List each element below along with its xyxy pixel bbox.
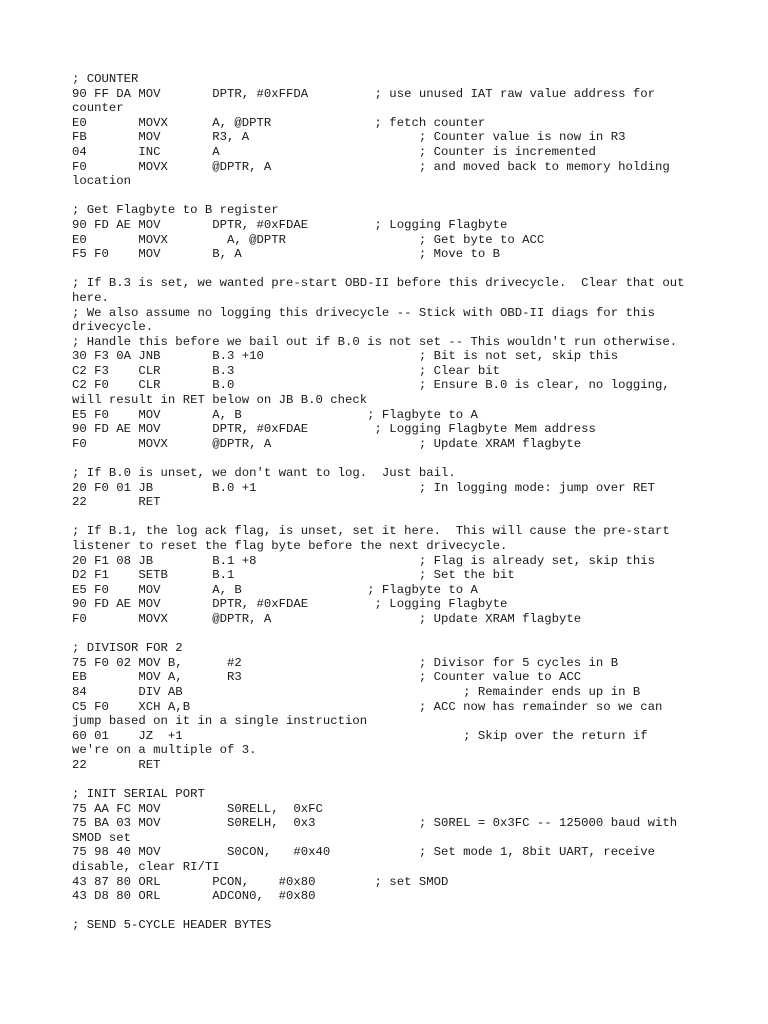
code-line: 75 F0 02 MOV B, #2 ; Divisor for 5 cycles in B bbox=[72, 655, 619, 670]
code-line: 20 F1 08 JB B.1 +8 ; Flag is already set, skip this bbox=[72, 553, 655, 568]
code-line: C2 F3 CLR B.3 ; Clear bit bbox=[72, 363, 501, 378]
code-line: 75 BA 03 MOV S0RELH, 0x3 ; S0REL = 0x3FC -- 125000 baud with bbox=[72, 816, 678, 831]
code-line: will result in RET below on JB B.0 check bbox=[72, 393, 368, 408]
code-line: C2 F0 CLR B.0 ; Ensure B.0 is clear, no logging, bbox=[72, 378, 670, 393]
code-line: 60 01 JZ +1 ; Skip over the return if bbox=[72, 728, 648, 743]
code-line: 90 FD AE MOV DPTR, #0xFDAE ; Logging Flagbyte bbox=[72, 597, 508, 612]
code-line: ; We also assume no logging this drivecycle -- Stick with OBD-II diags for this bbox=[72, 305, 655, 320]
code-line: EB MOV A, R3 ; Counter value to ACC bbox=[72, 670, 582, 685]
code-line: here. bbox=[72, 290, 109, 305]
code-line: 22 RET bbox=[72, 757, 161, 772]
code-line: ; DIVISOR FOR 2 bbox=[72, 641, 183, 656]
code-line: 43 87 80 ORL PCON, #0x80 ; set SMOD bbox=[72, 874, 449, 889]
code-line: F0 MOVX @DPTR, A ; Update XRAM flagbyte bbox=[72, 611, 582, 626]
code-line: 30 F3 0A JNB B.3 +10 ; Bit is not set, skip this bbox=[72, 349, 619, 364]
code-line bbox=[72, 451, 685, 466]
code-line: 84 DIV AB ; Remainder ends up in B bbox=[72, 684, 641, 699]
code-line: ; If B.1, the log ack flag, is unset, set it here. This will cause the pre-start bbox=[72, 524, 670, 539]
code-line: jump based on it in a single instruction bbox=[72, 714, 368, 729]
code-line: FB MOV R3, A ; Counter value is now in R3 bbox=[72, 130, 626, 145]
code-line: location bbox=[72, 174, 132, 189]
code-line: 90 FD AE MOV DPTR, #0xFDAE ; Logging Flagbyte Mem address bbox=[72, 422, 596, 437]
code-line bbox=[72, 773, 685, 788]
code-line: ; Get Flagbyte to B register bbox=[72, 203, 279, 218]
code-line: disable, clear RI/TI bbox=[72, 860, 220, 875]
code-line: F0 MOVX @DPTR, A ; Update XRAM flagbyte bbox=[72, 436, 582, 451]
code-line: E5 F0 MOV A, B ; Flagbyte to A bbox=[72, 407, 478, 422]
code-line: D2 F1 SETB B.1 ; Set the bit bbox=[72, 568, 515, 583]
code-line: F0 MOVX @DPTR, A ; and moved back to memory holding bbox=[72, 159, 670, 174]
code-line: SMOD set bbox=[72, 830, 132, 845]
code-line: drivecycle. bbox=[72, 320, 154, 335]
code-line: C5 F0 XCH A,B ; ACC now has remainder so we can bbox=[72, 699, 663, 714]
assembly-listing bbox=[72, 72, 685, 933]
code-line: listener to reset the flag byte before the next drivecycle. bbox=[72, 539, 508, 553]
code-line bbox=[72, 510, 685, 525]
code-line bbox=[72, 627, 685, 642]
code-line bbox=[72, 189, 685, 204]
code-line: we're on a multiple of 3. bbox=[72, 743, 257, 758]
code-line bbox=[72, 904, 685, 919]
code-line bbox=[72, 262, 685, 277]
code-line: 43 D8 80 ORL ADCON0, #0x80 bbox=[72, 889, 316, 904]
code-line: E0 MOVX A, @DPTR ; Get byte to ACC bbox=[72, 232, 545, 247]
code-line: ; COUNTER bbox=[72, 72, 139, 86]
code-line: 75 98 40 MOV S0CON, #0x40 ; Set mode 1, 8bit UART, receive bbox=[72, 845, 655, 860]
code-line: ; INIT SERIAL PORT bbox=[72, 787, 205, 802]
code-line: ; Handle this before we bail out if B.0 is not set -- This wouldn't run otherwise. bbox=[72, 334, 678, 349]
code-line: E0 MOVX A, @DPTR ; fetch counter bbox=[72, 115, 486, 130]
code-line: 22 RET bbox=[72, 495, 161, 510]
code-line: 75 AA FC MOV S0RELL, 0xFC bbox=[72, 801, 323, 816]
code-line: E5 F0 MOV A, B ; Flagbyte to A bbox=[72, 582, 478, 597]
code-line: 20 F0 01 JB B.0 +1 ; In logging mode: jump over RET bbox=[72, 480, 655, 495]
code-line: ; If B.0 is unset, we don't want to log. Just bail. bbox=[72, 466, 456, 481]
code-line: ; If B.3 is set, we wanted pre-start OBD-II before this drivecycle. Clear that out bbox=[72, 276, 685, 291]
code-line: F5 F0 MOV B, A ; Move to B bbox=[72, 247, 501, 262]
code-line: 90 FF DA MOV DPTR, #0xFFDA ; use unused IAT raw value address for bbox=[72, 86, 655, 101]
code-line: 04 INC A ; Counter is incremented bbox=[72, 144, 596, 159]
code-line: 90 FD AE MOV DPTR, #0xFDAE ; Logging Flagbyte bbox=[72, 217, 508, 232]
code-line: ; SEND 5-CYCLE HEADER BYTES bbox=[72, 918, 272, 933]
code-line: counter bbox=[72, 101, 124, 116]
